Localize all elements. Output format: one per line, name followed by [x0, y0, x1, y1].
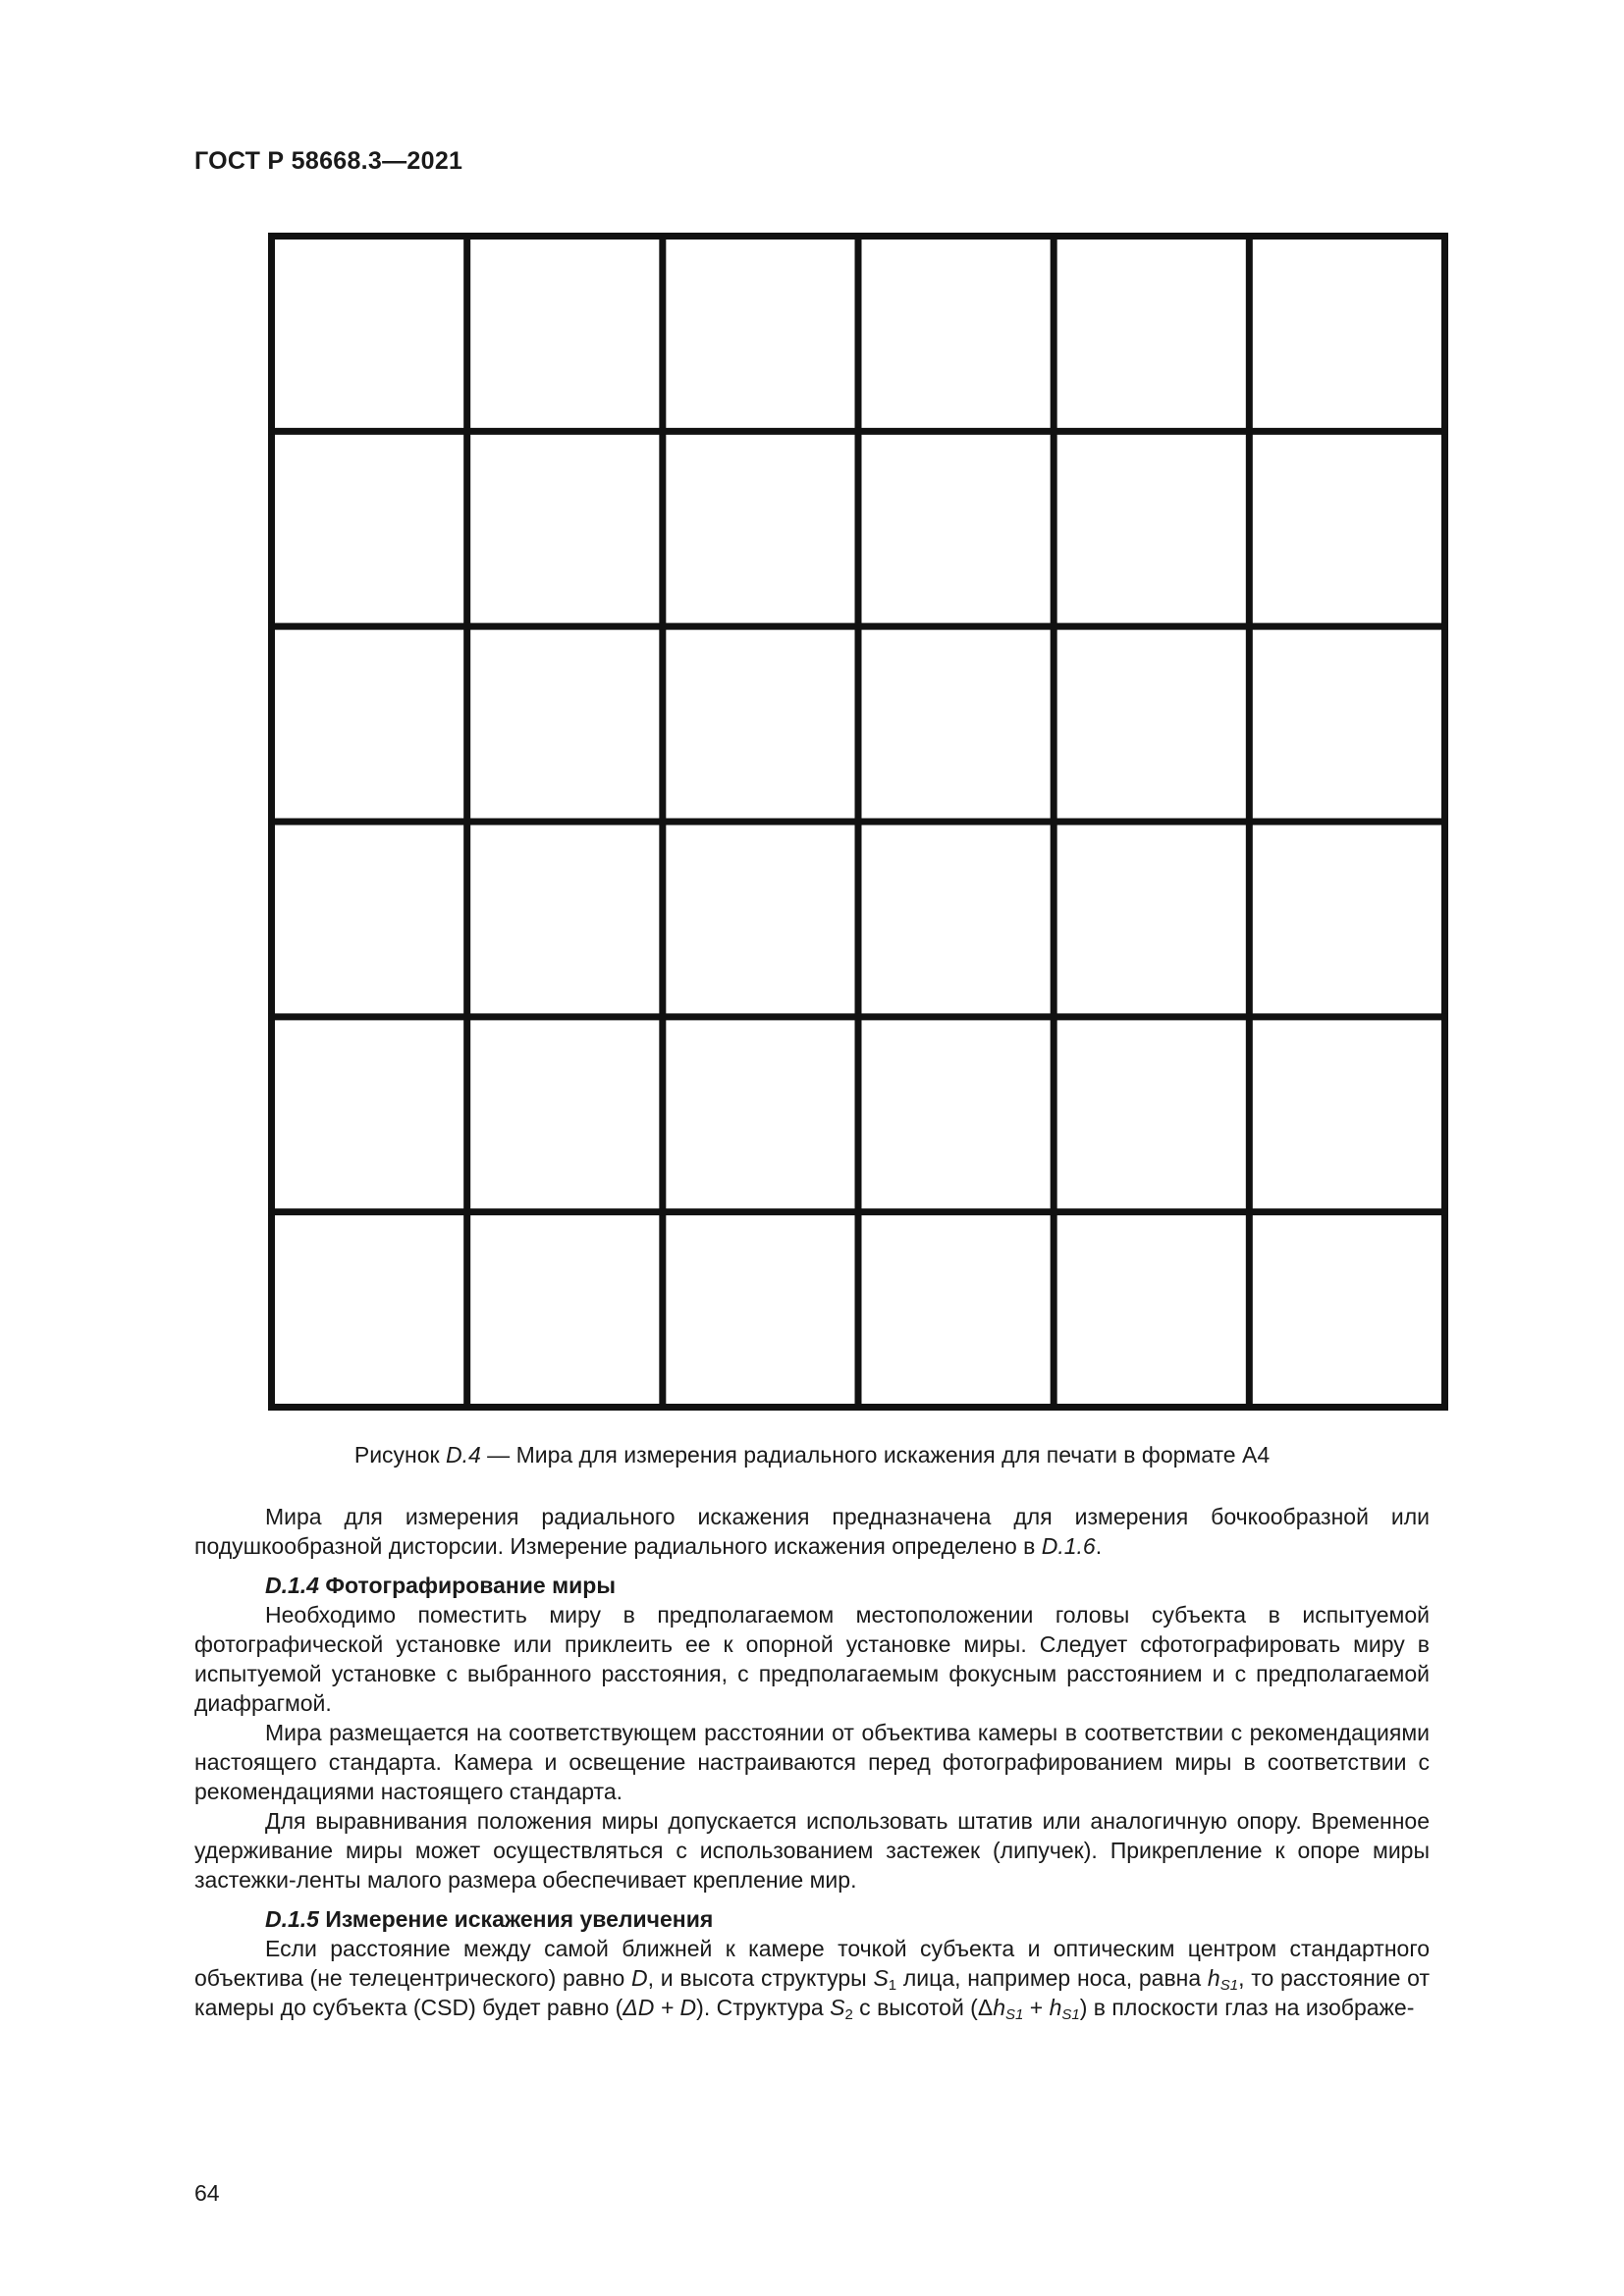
section-heading-d15: D.1.5 Измерение искажения увеличения [265, 1906, 714, 1932]
paragraph-d14-1: Необходимо поместить миру в предполагаемом местоположении головы субъекта в испытуемой фотографической установке или приклеить ее к опорной установке миры. Следует сфотографировать миру в испытуемой установке с выбранного расстояния, с предполагаемым фокусным расстоянием и с предполагаемой диафрагмой. [194, 1602, 1430, 1716]
paragraph-d14-2: Мира размещается на соответствующем расстоянии от объектива камеры в соответствии с рекомендациями настоящего стандарта. Камера и освещение настраиваются перед фотографированием миры в соответствии с рекомендациями настоящего стандарта. [194, 1720, 1430, 1804]
caption-prefix: Рисунок [353, 1442, 446, 1468]
section-heading-d14: D.1.4 Фотографирование миры [265, 1573, 616, 1598]
page-number: 64 [194, 2180, 220, 2206]
paragraph-intro: Мира для измерения радиального искажения предназначена для измерения бочкообразной или подушкообразной дисторсии. Измерение радиального искажения определено в D.1.6. [194, 1504, 1430, 1559]
grid-chart [268, 233, 1448, 1411]
radial-distortion-chart [268, 233, 1448, 1411]
caption-number: D.4 [446, 1442, 481, 1468]
figure-caption [0, 1442, 1624, 1468]
paragraph-d15-1: Если расстояние между самой ближней к камере точкой субъекта и оптическим центром стандартного объектива (не телецентрического) равно D, и высота структуры $S_1$ лица, например носа, равна $h_{S1}$, то расстояние от камеры до субъекта (CSD) будет равно (ΔD + D). Структура $S_2$ с высотой $(\Delta h_{S1} + h_{S1})$ в плоскости глаз на изображе- [194, 1936, 1430, 2023]
paragraph-d14-3: Для выравнивания положения миры допускается использовать штатив или аналогичную опору. Временное удерживание миры может осуществляться с использованием застежек (липучек). Прикрепление к опоре миры застежки-ленты малого размера обеспечивает крепление мир. [194, 1808, 1430, 1893]
reference-d16: D.1.6 [1041, 1533, 1096, 1559]
document-header: ГОСТ Р 58668.3—2021 [194, 147, 463, 175]
caption-text: — Мира для измерения радиального искажения для печати в формате А4 [480, 1442, 1271, 1468]
body-text [194, 1502, 1430, 2022]
